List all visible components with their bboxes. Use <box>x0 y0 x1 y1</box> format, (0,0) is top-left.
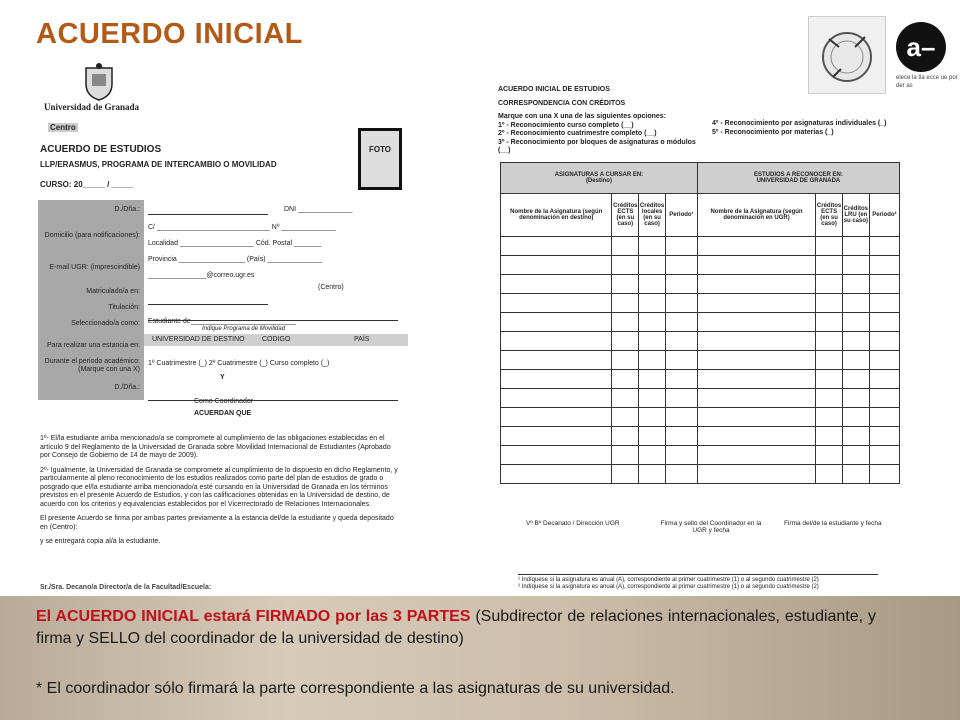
provincia-field: Provincia _________________ (País) ______________ <box>148 256 322 263</box>
table-cell <box>639 465 666 484</box>
table-cell <box>869 370 899 389</box>
table-cell <box>665 351 697 370</box>
table-cell <box>697 408 815 427</box>
banner-red-text: El ACUERDO INICIAL estará FIRMADO por las 3 PARTES <box>36 608 471 625</box>
col-header-name-right: Nombre de la Asignatura (según denominación en UGR) <box>697 194 815 237</box>
table-cell <box>501 446 612 465</box>
destino-bar <box>144 334 408 346</box>
table-cell <box>501 370 612 389</box>
destino-label: UNIVERSIDAD DE DESTINO <box>152 336 245 343</box>
cuatrimestre-options: 1º Cuatrimestre (_) 2º Cuatrimestre (_) Curso completo (_) <box>148 360 330 367</box>
table-cell <box>842 256 869 275</box>
table-cell <box>869 275 899 294</box>
table-cell <box>639 446 666 465</box>
table-cell <box>665 332 697 351</box>
coordinador-label: Como Coordinador <box>194 398 254 405</box>
table-cell <box>842 351 869 370</box>
name-line <box>148 206 268 215</box>
footnote-2: ² Indíquese si la asignatura es anual (A), correspondiente al primer cuatrimestre (1) o al segundo cuatrimestre (2) <box>518 584 819 590</box>
table-cell <box>639 370 666 389</box>
rd-title: ACUERDO INICIAL DE ESTUDIOS <box>498 86 610 93</box>
label-domicilio: Domicilio (para notificaciones): <box>44 232 140 239</box>
table-row <box>501 237 900 256</box>
table-cell <box>842 275 869 294</box>
table-cell <box>665 408 697 427</box>
table-cell <box>639 408 666 427</box>
label-email: E-mail UGR: (imprescindible) <box>49 264 140 271</box>
col-header-ects: Créditos ECTS (en su caso) <box>612 194 639 237</box>
rd-options-right <box>712 120 886 137</box>
table-cell <box>816 351 843 370</box>
table-cell <box>842 408 869 427</box>
right-document <box>498 86 898 596</box>
paragraph-3: El presente Acuerdo se firma por ambas partes previamente a la estancia del/de la estudiante y queda depositado en (Centro): <box>40 515 394 531</box>
table-row <box>501 465 900 484</box>
table-cell <box>639 275 666 294</box>
vb-label: Vº Bº Decanato / Dirección UGR <box>526 520 620 527</box>
table-cell <box>869 332 899 351</box>
col-header-periodo: Periodo¹ <box>665 194 697 237</box>
footnote-1: ¹ Indíquese si la asignatura es anual (A), correspondiente al primer cuatrimestre (1) o al segundo cuatrimestre (2) <box>518 577 819 583</box>
photo-box: FOTO <box>358 128 402 190</box>
table-row <box>501 446 900 465</box>
table-cell <box>842 332 869 351</box>
table-cell <box>501 332 612 351</box>
table-cell <box>665 275 697 294</box>
matriculado-line <box>148 296 268 305</box>
table-cell <box>697 313 815 332</box>
table-cell <box>697 446 815 465</box>
table-cell <box>639 313 666 332</box>
university-crest-icon <box>80 62 118 102</box>
table-cell <box>665 256 697 275</box>
student-sign-label: Firma del/de la estudiante y fecha <box>784 520 882 527</box>
table-cell <box>501 275 612 294</box>
table-cell <box>501 427 612 446</box>
table-cell <box>697 275 815 294</box>
col-header-ects-r: Créditos ECTS (en su caso) <box>816 194 843 237</box>
paragraph-4: y se entregará copia al/a la estudiante. <box>40 538 161 545</box>
table-cell <box>639 237 666 256</box>
table-cell <box>697 256 815 275</box>
email-field: _______________@correo.ugr.es <box>148 272 255 279</box>
table-cell <box>665 313 697 332</box>
table-cell <box>501 389 612 408</box>
pais-label: PAÍS <box>354 336 370 343</box>
table-row <box>501 275 900 294</box>
table-cell <box>612 446 639 465</box>
label-matriculado: Matriculado/a en: <box>86 288 140 295</box>
table-cell <box>869 256 899 275</box>
table-row <box>501 389 900 408</box>
table-cell <box>816 313 843 332</box>
table-cell <box>612 332 639 351</box>
table-cell <box>842 465 869 484</box>
doc-heading: ACUERDO DE ESTUDIOS <box>40 144 162 155</box>
logo-caption: elece la tla ecce ue por der as <box>896 75 958 89</box>
table-cell <box>697 465 815 484</box>
table-cell <box>816 370 843 389</box>
calle-field: C/ _____________________________ Nº ______________ <box>148 224 336 231</box>
table-cell <box>665 389 697 408</box>
table-cell <box>869 408 899 427</box>
programa-hint: Indique Programa de Movilidad <box>202 326 286 332</box>
acuerdan-label: ACUERDAN QUE <box>194 410 252 417</box>
col-header-periodo-r: Periodo² <box>869 194 899 237</box>
table-row <box>501 313 900 332</box>
table-cell <box>842 446 869 465</box>
slide-title: ACUERDO INICIAL <box>36 18 303 50</box>
table-right-header: ESTUDIOS A RECONOCER EN: UNIVERSIDAD DE GRANADA <box>697 163 899 194</box>
table-cell <box>842 370 869 389</box>
table-cell <box>612 313 639 332</box>
table-row <box>501 351 900 370</box>
table-cell <box>501 465 612 484</box>
table-row <box>501 256 900 275</box>
agreement-body <box>40 435 400 553</box>
table-row <box>501 370 900 389</box>
university-name: Universidad de Granada <box>44 102 140 112</box>
table-cell <box>697 332 815 351</box>
table-cell <box>501 408 612 427</box>
table-cell <box>639 389 666 408</box>
table-cell <box>665 294 697 313</box>
table-cell <box>697 370 815 389</box>
table-cell <box>869 351 899 370</box>
decano-line: Sr./Sra. Decano/a Director/a de la Facultad/Escuela: <box>40 584 212 591</box>
subjects-table <box>500 162 900 484</box>
table-cell <box>501 351 612 370</box>
table-cell <box>665 427 697 446</box>
codigo-label: CODIGO <box>262 336 291 343</box>
table-cell <box>639 351 666 370</box>
col-header-lru: Créditos LRU (en su caso) <box>842 194 869 237</box>
coord-sign-label: Firma y sello del Coordinador en la UGR y fecha <box>660 520 762 534</box>
table-row <box>501 408 900 427</box>
table-cell <box>869 313 899 332</box>
program-line: LLP/ERASMUS, PROGRAMA DE INTERCAMBIO O MOVILIDAD <box>40 160 277 169</box>
table-cell <box>869 294 899 313</box>
table-cell <box>639 332 666 351</box>
estudiante-field: Estudiante de___________________________ <box>148 318 296 325</box>
table-cell <box>665 465 697 484</box>
table-cell <box>842 313 869 332</box>
banner-text <box>36 606 876 650</box>
banner-rest-text: (Subdirector de relaciones internacionales, estudiante, y firma y SELLO del coordinador de la universidad de destino) <box>36 608 876 647</box>
rd-instruction: Marque con una X una de las siguientes opciones: <box>498 113 667 120</box>
table-cell <box>816 275 843 294</box>
rd-subtitle: CORRESPONDENCIA CON CRÉDITOS <box>498 99 626 107</box>
table-cell <box>816 408 843 427</box>
table-cell <box>869 237 899 256</box>
left-document <box>36 60 408 600</box>
table-cell <box>816 332 843 351</box>
table-cell <box>697 294 815 313</box>
rd-option-4: 4º - Reconocimiento por asignaturas individuales (_) <box>712 120 887 127</box>
table-cell <box>869 389 899 408</box>
table-cell <box>612 427 639 446</box>
table-cell <box>816 427 843 446</box>
table-cell <box>639 256 666 275</box>
rd-option-5: 5º - Reconocimiento por materias (_) <box>712 128 834 136</box>
table-cell <box>816 256 843 275</box>
col-header-name-left: Nombre de la Asignatura (según denominación en destino) <box>501 194 612 237</box>
table-cell <box>697 427 815 446</box>
rd-option-3: 3º - Reconocimiento por bloques de asignaturas o módulos (__) <box>498 138 696 154</box>
a-logo-icon: a– <box>896 22 946 72</box>
label-seleccionado: Seleccionado/a como: <box>71 320 140 327</box>
table-cell <box>816 446 843 465</box>
dni-field: DNI ______________ <box>284 206 353 213</box>
table-cell <box>665 370 697 389</box>
table-cell <box>869 465 899 484</box>
table-body <box>501 237 900 484</box>
table-cell <box>639 427 666 446</box>
curso-line: CURSO: 20_____ / _____ <box>40 180 134 189</box>
table-row <box>501 427 900 446</box>
label-d-dna-2: D./Dña.: <box>114 384 140 391</box>
rd-option-1: 1º - Reconocimiento curso completo (__) <box>498 121 634 129</box>
table-cell <box>612 294 639 313</box>
banner-note: * El coordinador sólo firmará la parte correspondiente a las asignaturas de su universidad. <box>36 680 675 697</box>
table-cell <box>816 389 843 408</box>
centro-label: Centro <box>50 123 76 132</box>
table-cell <box>697 237 815 256</box>
table-cell <box>665 446 697 465</box>
table-cell <box>842 389 869 408</box>
table-cell <box>612 465 639 484</box>
table-cell <box>816 237 843 256</box>
table-row <box>501 294 900 313</box>
table-cell <box>612 237 639 256</box>
table-left-header: ASIGNATURAS A CURSAR EN: (Destino) <box>501 163 698 194</box>
table-cell <box>697 389 815 408</box>
label-d-dna: D./Dña.: <box>114 206 140 213</box>
table-cell <box>697 351 815 370</box>
table-cell <box>842 237 869 256</box>
table-cell <box>842 294 869 313</box>
centro-field: (Centro) <box>318 284 344 291</box>
table-cell <box>501 237 612 256</box>
table-cell <box>816 465 843 484</box>
table-cell <box>842 427 869 446</box>
coin-image <box>808 16 886 94</box>
label-estancia: Para realizar una estancia en: <box>47 342 140 349</box>
table-cell <box>501 256 612 275</box>
footnotes <box>518 574 878 591</box>
localidad-field: Localidad ___________________ Cód. Postal _______ <box>148 240 322 247</box>
table-cell <box>665 237 697 256</box>
table-cell <box>612 275 639 294</box>
paragraph-1: 1º- El/la estudiante arriba mencionado/a se compromete al cumplimiento de las obligaciones establecidas en el artículo 9 del Reglamento de la Universidad de Granada sobre Movilidad Internacional de Estudiantes (Aprobado por Consejo de Gobierno de 14 de mayo de 2009). <box>40 435 391 459</box>
table-cell <box>612 370 639 389</box>
label-periodo: Durante el periodo académico: (Marque con una X) <box>44 358 140 373</box>
table-row <box>501 332 900 351</box>
coordinador-line <box>148 392 398 401</box>
rd-option-2: 2º - Reconocimiento cuatrimestre completo (__) <box>498 130 657 137</box>
paragraph-2: 2º- Igualmente, la Universidad de Granada se compromete al cumplimiento de lo dispuesto en dicho Reglamento, y particularmente al pleno reconocimiento de los estudios realizados como parte del plan de estudios de grado o posgrado que el/la estudiante arriba mencionado/a esté cursando en la Universidad de Granada en los términos previstos en el presente Acuerdo de Estudios, y con las calificaciones obtenidas en la Universidad de destino, de acuerdo con los criterios y equivalencias establecidos por el Vicerrectorado de Relaciones Internacionales. <box>40 466 398 508</box>
table-cell <box>612 408 639 427</box>
y-label: Y <box>220 374 225 381</box>
col-header-locales: Créditos locales (en su caso) <box>639 194 666 237</box>
table-cell <box>501 313 612 332</box>
label-titulacion: Titulación: <box>108 304 140 311</box>
table-cell <box>816 294 843 313</box>
table-cell <box>612 389 639 408</box>
table-cell <box>612 256 639 275</box>
table-cell <box>869 446 899 465</box>
table-cell <box>612 351 639 370</box>
table-cell <box>501 294 612 313</box>
table-cell <box>639 294 666 313</box>
table-cell <box>869 427 899 446</box>
form-label-column <box>38 200 144 400</box>
